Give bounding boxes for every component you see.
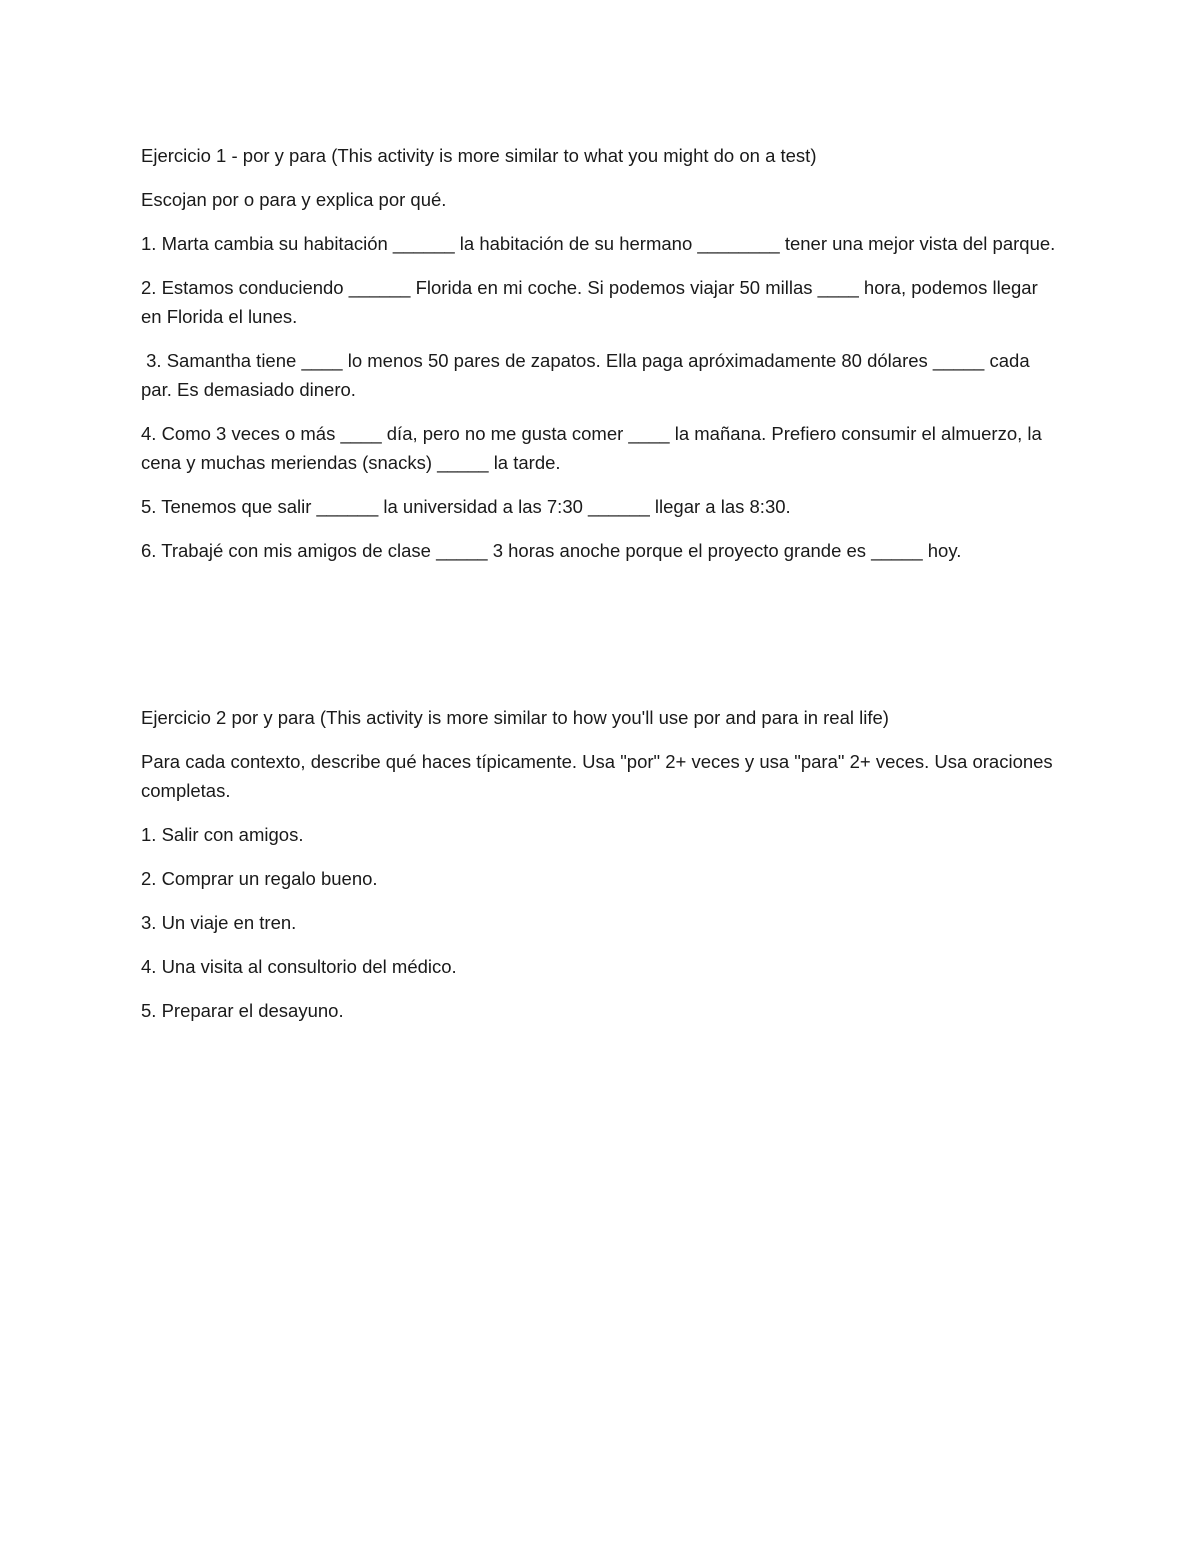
- exercise-1-item-1: 1. Marta cambia su habitación ______ la habitación de su hermano ________ tener una mejor vista del parque.: [141, 233, 1056, 254]
- exercise-2-section: [141, 703, 1063, 1025]
- exercise-2-item-4: 4. Una visita al consultorio del médico.: [141, 956, 457, 977]
- exercise-1-item-4: 4. Como 3 veces o más ____ día, pero no me gusta comer ____ la mañana. Prefiero consumir el almuerzo, la cena y muchas meriendas (snacks) _____ la tarde.: [141, 423, 1042, 473]
- exercise-2-item-3: 3. Un viaje en tren.: [141, 912, 297, 933]
- exercise-2-title: Ejercicio 2 por y para (This activity is more similar to how you'll use por and para in real life): [141, 707, 889, 728]
- exercise-2-item-5: 5. Preparar el desayuno.: [141, 1000, 344, 1021]
- exercise-1-instruction: Escojan por o para y explica por qué.: [141, 189, 447, 210]
- exercise-1-section: [141, 141, 1063, 565]
- exercise-2-item-2: 2. Comprar un regalo bueno.: [141, 868, 378, 889]
- document-body: [141, 141, 1063, 1040]
- exercise-1-item-3: 3. Samantha tiene ____ lo menos 50 pares de zapatos. Ella paga apróximadamente 80 dólares _____ cada par. Es demasiado dinero.: [141, 350, 1035, 400]
- exercise-1-item-5: 5. Tenemos que salir ______ la universidad a las 7:30 ______ llegar a las 8:30.: [141, 496, 791, 517]
- exercise-1-item-2: 2. Estamos conduciendo ______ Florida en mi coche. Si podemos viajar 50 millas ____ hora, podemos llegar en Florida el lunes.: [141, 277, 1038, 327]
- exercise-1-title: Ejercicio 1 - por y para (This activity is more similar to what you might do on a test): [141, 145, 817, 166]
- section-spacer: [141, 580, 1063, 703]
- exercise-1-item-6: 6. Trabajé con mis amigos de clase _____ 3 horas anoche porque el proyecto grande es _____ hoy.: [141, 540, 962, 561]
- exercise-2-instruction: Para cada contexto, describe qué haces típicamente. Usa "por" 2+ veces y usa "para" 2+ veces. Usa oraciones completas.: [141, 751, 1053, 801]
- exercise-2-item-1: 1. Salir con amigos.: [141, 824, 304, 845]
